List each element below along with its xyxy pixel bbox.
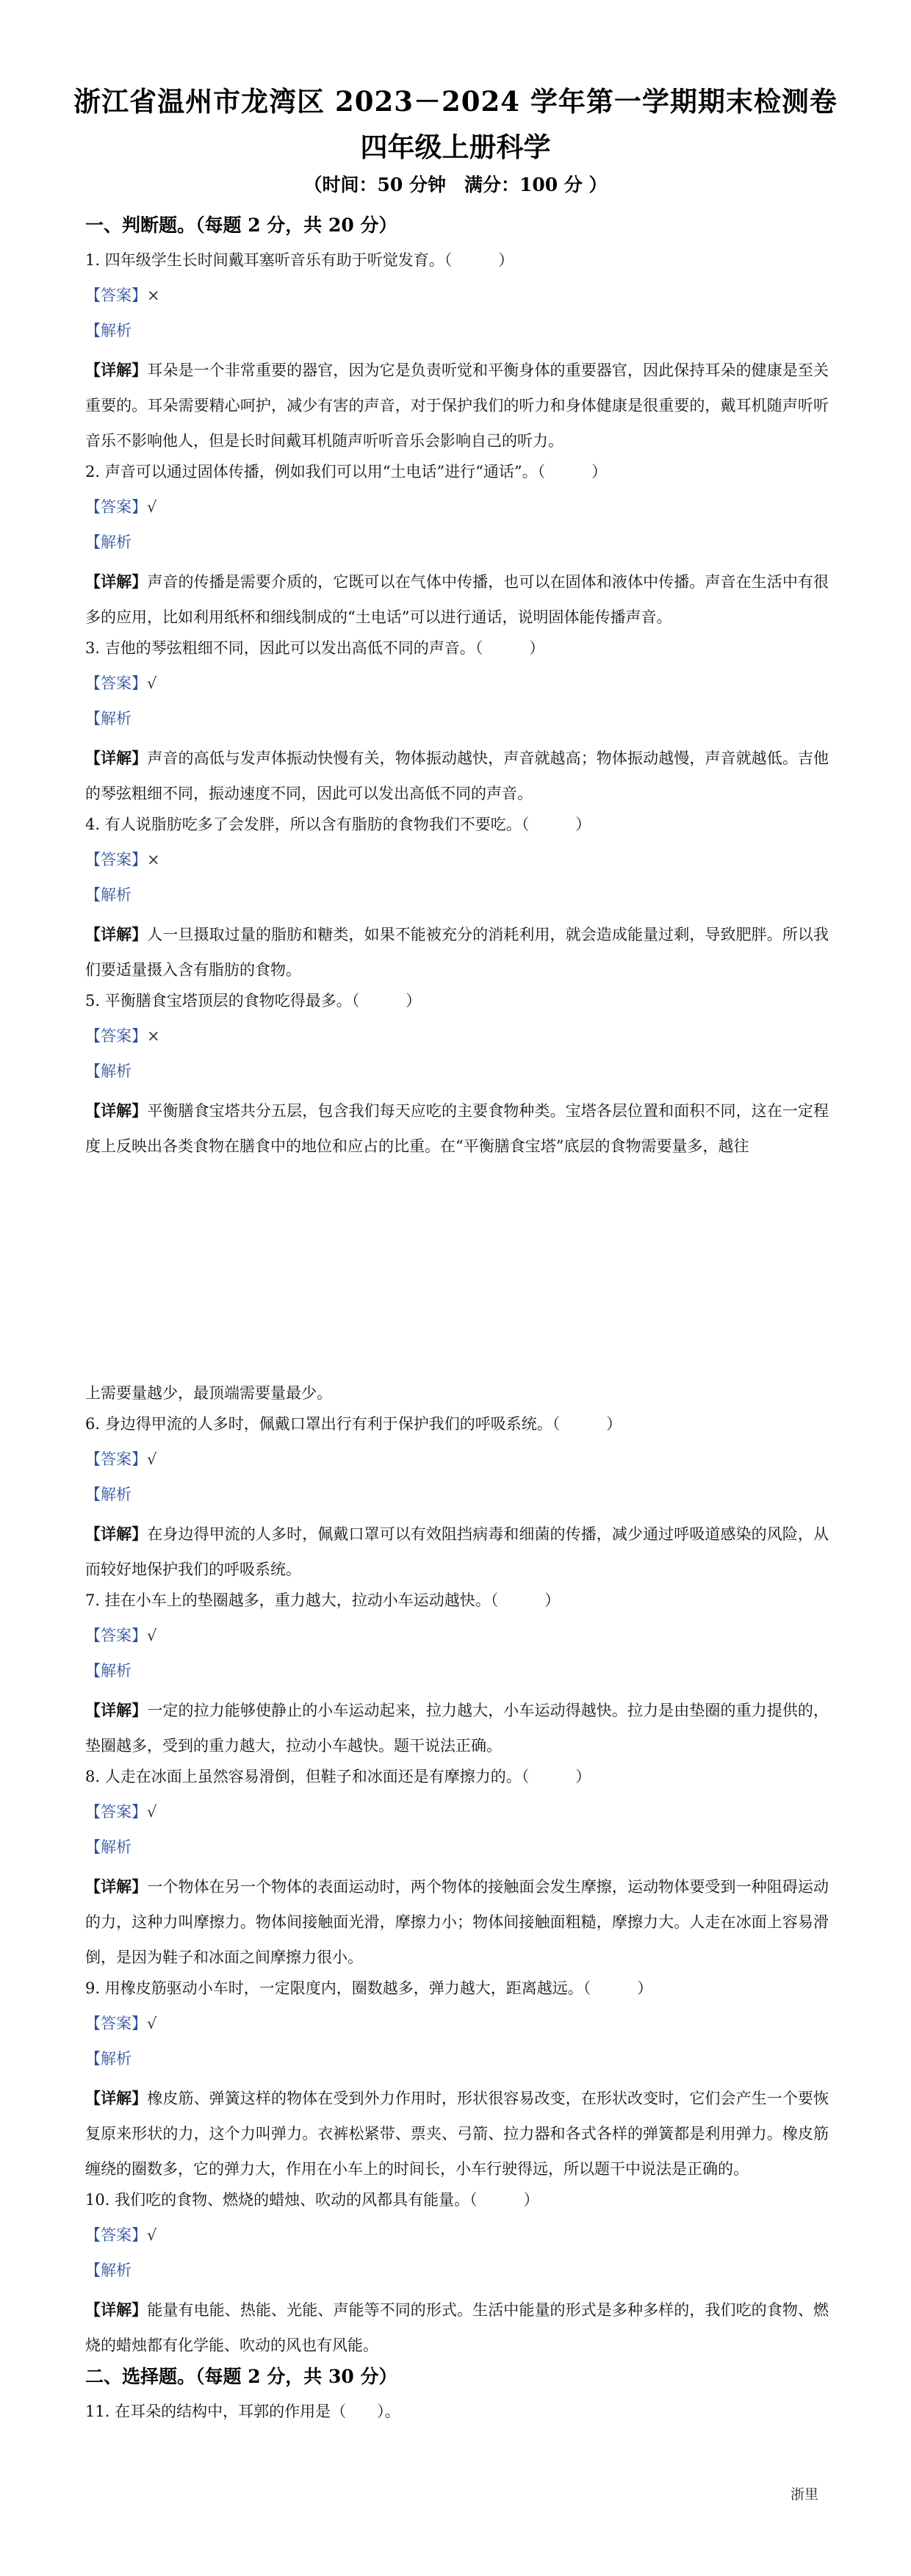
answer-value: × (147, 1027, 160, 1045)
question-block (85, 1975, 829, 2187)
answer-line (85, 1446, 829, 1481)
detail-text (85, 1869, 829, 1975)
answer-line (85, 1023, 829, 1058)
answer-value: √ (147, 1803, 157, 1821)
page-break-gap (85, 1164, 829, 1375)
analysis-label: 【解析 (85, 1486, 132, 1503)
question-block (85, 811, 829, 987)
detail-text (85, 1517, 829, 1587)
answer-label: 【答案】 (85, 2226, 147, 2244)
question-text: 2. 声音可以通过固体传播，例如我们可以用“土电话”进行“通话”。（ ） (85, 463, 608, 481)
answer-value: √ (147, 498, 157, 516)
detail-body: 橡皮筋、弹簧这样的物体在受到外力作用时，形状很容易改变，在形状改变时，它们会产生一个要恢复原来形状的力，这个力叫弹力。衣裤松紧带、票夹、弓箭、拉力器和各式各样的弹簧都是利用弹力。橡皮筋缠绕的圈数多，它的弹力大，作用在小车上的时间长，小车行驶得远，所以题干中说法是正确的。 (85, 2090, 829, 2178)
detail-body: 一定的拉力能够使静止的小车运动起来，拉力越大，小车运动得越快。拉力是由垫圈的重力提供的，垫圈越多，受到的重力越大，拉动小车越快。题干说法正确。 (85, 1702, 829, 1755)
detail-body: 声音的高低与发声体振动快慢有关，物体振动越快，声音就越高；物体振动越慢，声音就越低。吉他的琴弦粗细不同，振动速度不同，因此可以发出高低不同的声音。 (85, 749, 829, 802)
detail-body: 人一旦摄取过量的脂肪和糖类，如果不能被充分的消耗利用，就会造成能量过剩，导致肥胖。所以我们要适量摄入含有脂肪的食物。 (85, 926, 829, 979)
detail-body: 能量有电能、热能、光能、声能等不同的形式。生活中能量的形式是多种多样的，我们吃的食物、燃烧的蜡烛都有化学能、吹动的风也有风能。 (85, 2301, 829, 2354)
analysis-label: 【解析 (85, 533, 132, 551)
question-block (85, 987, 829, 1411)
question-text: 4. 有人说脂肪吃多了会发胖，所以含有脂肪的食物我们不要吃。（ ） (85, 816, 591, 833)
detail-text (85, 741, 829, 811)
detail-label: 【详解】 (85, 1877, 148, 1896)
question-text: 9. 用橡皮筋驱动小车时，一定限度内，圈数越多，弹力越大，距离越远。（ ） (85, 1979, 653, 1997)
question-block (85, 2187, 829, 2363)
analysis-label: 【解析 (85, 2050, 132, 2068)
answer-label: 【答案】 (85, 674, 147, 692)
exam-info: （时间：50 分钟 满分：100 分 ） (303, 174, 608, 195)
exam-title: 浙江省温州市龙湾区 2023－2024 学年第一学期期末检测卷 (73, 85, 838, 118)
answer-label: 【答案】 (85, 851, 147, 868)
answer-label: 【答案】 (85, 1627, 147, 1644)
answer-value: √ (147, 2226, 157, 2244)
answer-value: √ (147, 674, 157, 692)
detail-text (85, 1693, 829, 1763)
detail-body: 一个物体在另一个物体的表面运动时，两个物体的接触面会发生摩擦，运动物体要受到一种阻碍运动的力，这种力叫摩擦力。物体间接触面光滑，摩擦力小；物体间接触面粗糙，摩擦力大。人走在冰面上容易滑倒，是因为鞋子和冰面之间摩擦力很小。 (85, 1878, 829, 1966)
detail-label: 【详解】 (85, 2089, 148, 2107)
analysis-label: 【解析 (85, 322, 132, 339)
question-text: 1. 四年级学生长时间戴耳塞听音乐有助于听觉发育。（ ） (85, 251, 514, 269)
answer-label: 【答案】 (85, 498, 147, 516)
exam-subtitle: 四年级上册科学 (360, 131, 551, 163)
question-text: 7. 挂在小车上的垫圈越多，重力越大，拉动小车运动越快。（ ） (85, 1591, 561, 1609)
answer-line (85, 494, 829, 529)
answer-label: 【答案】 (85, 2015, 147, 2032)
question-text: 3. 吉他的琴弦粗细不同，因此可以发出高低不同的声音。（ ） (85, 639, 545, 657)
question-block (85, 1411, 829, 1587)
detail-label: 【详解】 (85, 361, 148, 379)
detail-label: 【详解】 (85, 572, 148, 591)
answer-line (85, 670, 829, 705)
analysis-label: 【解析 (85, 1838, 132, 1856)
question-11: 11. 在耳朵的结构中，耳郭的作用是（ ）。 (85, 2403, 400, 2420)
detail-continuation: 上需要量越少，最顶端需要量最少。 (85, 1384, 332, 1402)
answer-label: 【答案】 (85, 1803, 147, 1821)
detail-label: 【详解】 (85, 2300, 148, 2319)
answer-line (85, 1622, 829, 1658)
exam-content (85, 212, 829, 2433)
question-block (85, 458, 829, 635)
answer-label: 【答案】 (85, 1027, 147, 1045)
detail-text (85, 2081, 829, 2187)
detail-text (85, 917, 829, 987)
page-footer: 浙里 (791, 2486, 819, 2503)
analysis-label: 【解析 (85, 2262, 132, 2279)
detail-text (85, 564, 829, 635)
detail-label: 【详解】 (85, 1525, 148, 1543)
section-heading-judge: 一、判断题。（每题 2 分，共 20 分） (85, 215, 397, 236)
detail-body: 声音的传播是需要介质的，它既可以在气体中传播，也可以在固体和液体中传播。声音在生活中有很多的应用，比如利用纸杯和细线制成的“土电话”可以进行通话，说明固体能传播声音。 (85, 573, 829, 626)
analysis-label: 【解析 (85, 1662, 132, 1680)
detail-text (85, 2292, 829, 2363)
answer-line (85, 282, 829, 317)
question-block (85, 1587, 829, 1763)
answer-line (85, 846, 829, 882)
question-text: 5. 平衡膳食宝塔顶层的食物吃得最多。（ ） (85, 992, 422, 1010)
detail-text (85, 1093, 829, 1164)
detail-label: 【详解】 (85, 1701, 148, 1719)
answer-label: 【答案】 (85, 1450, 147, 1468)
detail-body: 平衡膳食宝塔共分五层，包含我们每天应吃的主要食物种类。宝塔各层位置和面积不同，这在一定程度上反映出各类食物在膳食中的地位和应占的比重。在“平衡膳食宝塔”底层的食物需要量多，越往 (85, 1102, 829, 1155)
detail-label: 【详解】 (85, 749, 148, 767)
analysis-label: 【解析 (85, 886, 132, 904)
analysis-label: 【解析 (85, 1062, 132, 1080)
question-text: 8. 人走在冰面上虽然容易滑倒，但鞋子和冰面还是有摩擦力的。（ ） (85, 1768, 591, 1785)
question-text: 6. 身边得甲流的人多时，佩戴口罩出行有利于保护我们的呼吸系统。（ ） (85, 1415, 622, 1433)
answer-label: 【答案】 (85, 287, 147, 304)
answer-value: × (147, 851, 160, 868)
question-block (85, 1763, 829, 1975)
question-block (85, 247, 829, 458)
answer-line (85, 1799, 829, 1834)
detail-body: 耳朵是一个非常重要的器官，因为它是负责听觉和平衡身体的重要器官，因此保持耳朵的健康是至关重要的。耳朵需要精心呵护，减少有害的声音，对于保护我们的听力和身体健康是很重要的，戴耳机随声听听音乐不影响他人，但是长时间戴耳机随声听听音乐会影响自己的听力。 (85, 361, 829, 450)
question-block (85, 635, 829, 811)
detail-text (85, 353, 829, 458)
detail-label: 【详解】 (85, 1101, 148, 1120)
answer-value: √ (147, 2015, 157, 2032)
answer-line (85, 2010, 829, 2046)
answer-value: √ (147, 1627, 157, 1644)
analysis-label: 【解析 (85, 710, 132, 727)
section-heading-choice: 二、选择题。（每题 2 分，共 30 分） (85, 2366, 397, 2387)
detail-body: 在身边得甲流的人多时，佩戴口罩可以有效阻挡病毒和细菌的传播，减少通过呼吸道感染的风险，从而较好地保护我们的呼吸系统。 (85, 1525, 829, 1578)
question-text: 10. 我们吃的食物、燃烧的蜡烛、吹动的风都具有能量。（ ） (85, 2191, 539, 2209)
answer-value: √ (147, 1450, 157, 1468)
detail-label: 【详解】 (85, 925, 148, 943)
answer-line (85, 2222, 829, 2257)
question-list (85, 247, 829, 2363)
answer-value: × (147, 287, 160, 304)
